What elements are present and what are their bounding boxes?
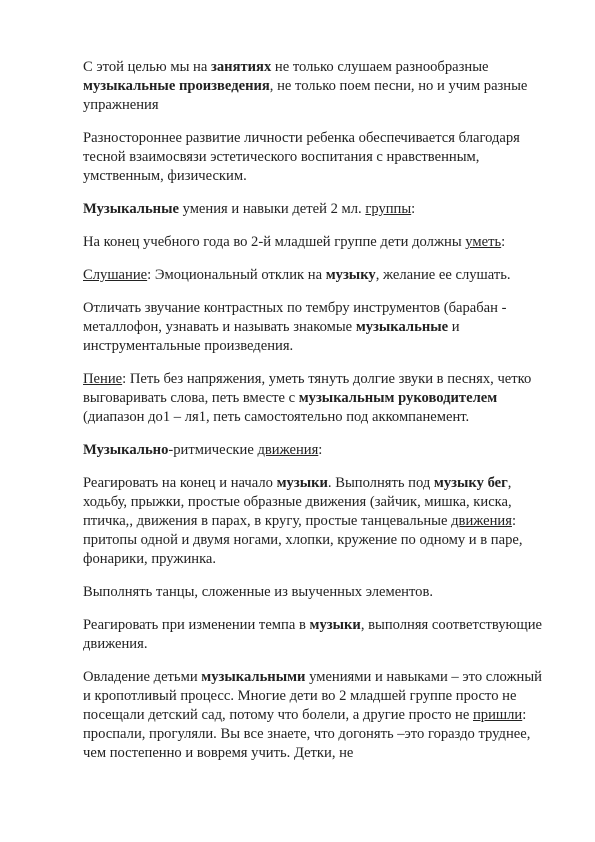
paragraph bbox=[83, 299, 553, 356]
paragraph bbox=[83, 129, 553, 186]
paragraph bbox=[83, 266, 553, 285]
underlined-text: Слушание bbox=[83, 267, 148, 283]
underlined-text: Пение bbox=[83, 371, 123, 387]
text-run: С этой целью мы на bbox=[83, 59, 211, 75]
paragraph bbox=[83, 58, 553, 115]
text-run: , желание ее слушать. bbox=[375, 267, 511, 283]
bold-text: занятиях bbox=[211, 59, 272, 75]
text-run: и инструментальные произведения. bbox=[83, 319, 460, 354]
bold-text: музыкальными bbox=[201, 669, 306, 685]
text-run: : притопы одной и двумя ногами, хлопки, кружение по одному и в паре, фонарики, пружинка. bbox=[83, 513, 523, 567]
underlined-text: уметь bbox=[465, 234, 502, 250]
text-run: : Эмоциональный отклик на bbox=[147, 267, 326, 283]
paragraph bbox=[83, 200, 553, 219]
text-run: Отличать звучание контрастных по тембру инструментов (барабан - металлофон, узнавать и называть знакомые bbox=[83, 300, 507, 335]
bold-text: музыку бег bbox=[433, 475, 508, 491]
text-run: Овладение детьми bbox=[83, 669, 202, 685]
text-run: , не только поем песни, но и учим разные упражнения bbox=[83, 78, 528, 113]
bold-text: музыки bbox=[309, 617, 361, 633]
paragraph bbox=[83, 616, 553, 654]
underlined-text: движения bbox=[451, 513, 512, 529]
text-run: Выполнять танцы, сложенные из выученных элементов. bbox=[83, 584, 434, 600]
paragraph bbox=[83, 370, 553, 427]
bold-text: Музыкально bbox=[83, 442, 169, 458]
underlined-text: пришли bbox=[472, 707, 523, 723]
paragraph bbox=[83, 583, 553, 602]
text-run: : bbox=[411, 201, 416, 217]
text-run: Реагировать при изменении темпа в bbox=[83, 617, 310, 633]
bold-text: Музыкальные bbox=[83, 201, 179, 217]
text-run: . Выполнять под bbox=[327, 475, 434, 491]
text-run: -ритмические bbox=[168, 442, 258, 458]
paragraph bbox=[83, 441, 553, 460]
paragraph bbox=[83, 474, 553, 569]
text-run: Разностороннее развитие личности ребенка обеспечивается благодаря тесной взаимосвязи эстетического воспитания с нравственным, умственным, физическим. bbox=[83, 130, 520, 184]
paragraph bbox=[83, 668, 553, 763]
text-run: умения и навыки детей 2 мл. bbox=[178, 201, 366, 217]
paragraph bbox=[83, 233, 553, 252]
bold-text: музыкальным руководителем bbox=[298, 390, 498, 406]
text-run: , выполняя соответствующие движения. bbox=[83, 617, 542, 652]
text-run: : bbox=[501, 234, 506, 250]
text-run: умениями и навыками – это сложный и кропотливый процесс. Многие дети во 2 младшей группе просто не посещали детский сад, потому что болели, а другие просто не bbox=[83, 669, 542, 723]
text-run: , ходьбу, прыжки, простые образные движения (зайчик, мишка, киска, птичка,, движения в парах, в кругу, простые танцевальные bbox=[83, 475, 512, 529]
bold-text: музыку bbox=[325, 267, 376, 283]
underlined-text: движения bbox=[257, 442, 319, 458]
underlined-text: группы bbox=[365, 201, 412, 217]
text-run: Реагировать на конец и начало bbox=[83, 475, 277, 491]
document-body bbox=[83, 58, 553, 777]
bold-text: музыкальные произведения bbox=[83, 78, 270, 94]
text-run: не только слушаем разнообразные bbox=[271, 59, 489, 75]
text-run: : проспали, прогуляли. Вы все знаете, что догонять –это гораздо труднее, чем постепенно и вовремя учить. Детки, не bbox=[83, 707, 531, 761]
bold-text: музыки bbox=[276, 475, 328, 491]
text-run: : bbox=[318, 442, 323, 458]
text-run: : Петь без напряжения, уметь тянуть долгие звуки в песнях, четко выговаривать слова, петь вместе с bbox=[83, 371, 532, 406]
text-run: (диапазон до1 – ля1, петь самостоятельно под аккомпанемент. bbox=[83, 409, 470, 425]
text-run: На конец учебного года во 2-й младшей группе дети должны bbox=[83, 234, 466, 250]
bold-text: музыкальные bbox=[355, 319, 449, 335]
